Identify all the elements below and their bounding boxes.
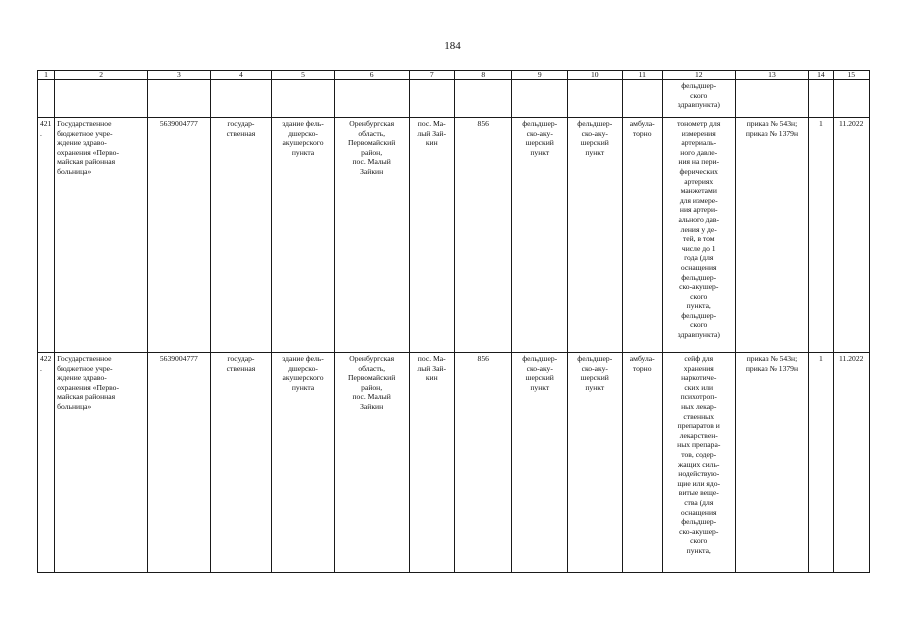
empty-cell [55, 80, 148, 118]
inn-cell: 5639004777 [148, 353, 211, 573]
column-number: 3 [148, 71, 211, 80]
address-cell: Оренбургская область, Первомайский район, пос. Малый Зайкин [334, 118, 409, 353]
empty-cell [735, 80, 809, 118]
unit-cell: фельдшер- ско-аку- шерский пункт [512, 353, 568, 573]
date-cell: 11.2022 [833, 353, 869, 573]
column-number: 6 [334, 71, 409, 80]
empty-cell [38, 80, 55, 118]
unit-cell: фельдшер- ско-аку- шерский пункт [512, 118, 568, 353]
column-number: 8 [454, 71, 512, 80]
empty-cell [334, 80, 409, 118]
registry-table [37, 70, 870, 573]
column-number: 7 [409, 71, 454, 80]
empty-cell [622, 80, 662, 118]
building-cell: здание фель- дшерско- акушерского пункта [272, 353, 335, 573]
column-number: 13 [735, 71, 809, 80]
date-cell: 11.2022 [833, 118, 869, 353]
table-row [38, 353, 870, 573]
building-cell: здание фель- дшерско- акушерского пункта [272, 118, 335, 353]
column-number: 15 [833, 71, 869, 80]
column-number: 12 [662, 71, 735, 80]
column-number: 5 [272, 71, 335, 80]
equipment-cell: сейф для хранения наркотиче- ских или психотроп- ных лекар- ственных препаратов и лекарствен- ных препара- тов, содер- жащих силь- нодействую- щие или ядо- витые веще- ства (для оснащения фельдшер- ско-акушер- ского пункта, [662, 353, 735, 573]
column-number: 4 [210, 71, 272, 80]
column-number: 2 [55, 71, 148, 80]
care-type-cell: амбула- торно [622, 353, 662, 573]
care-type-cell: амбула- торно [622, 118, 662, 353]
locality-cell: пос. Ма- лый Зай- кин [409, 353, 454, 573]
continuation-row [38, 80, 870, 118]
column-number: 10 [568, 71, 623, 80]
page-number: 184 [444, 40, 461, 52]
inn-cell: 5639004777 [148, 118, 211, 353]
ownership-cell: государ- ственная [210, 118, 272, 353]
empty-cell [409, 80, 454, 118]
empty-cell [272, 80, 335, 118]
empty-cell [148, 80, 211, 118]
code-cell: 856 [454, 353, 512, 573]
empty-cell [809, 80, 833, 118]
row-number-cell: 421. [38, 118, 55, 353]
empty-cell [512, 80, 568, 118]
organization-cell: Государственное бюджетное учре- ждение здраво- охранения «Перво- майская районная больница» [55, 118, 148, 353]
column-number: 1 [38, 71, 55, 80]
equipment-cell: тонометр для измерения артериаль- ного давле- ния на пери- ферических артериях манжетами для измере- ния артери- ального дав- ления у де- тей, в том числе до 1 года (для оснащения фельдшер- ско-акушер- ского пункта, фельдшер- ского здравпункта) [662, 118, 735, 353]
continuation-equipment-cell: фельдшер- ского здравпункта) [662, 80, 735, 118]
quantity-cell: 1 [809, 118, 833, 353]
quantity-cell: 1 [809, 353, 833, 573]
locality-cell: пос. Ма- лый Зай- кин [409, 118, 454, 353]
organization-cell: Государственное бюджетное учре- ждение здраво- охранения «Перво- майская районная больница» [55, 353, 148, 573]
table-row [38, 118, 870, 353]
row-number-cell: 422. [38, 353, 55, 573]
unit-cell-2: фельдшер- ско-аку- шерский пункт [568, 118, 623, 353]
column-number-row [38, 71, 870, 80]
order-cell: приказ № 543н; приказ № 1379н [735, 118, 809, 353]
address-cell: Оренбургская область, Первомайский район, пос. Малый Зайкин [334, 353, 409, 573]
column-number: 11 [622, 71, 662, 80]
code-cell: 856 [454, 118, 512, 353]
order-cell: приказ № 543н; приказ № 1379н [735, 353, 809, 573]
empty-cell [454, 80, 512, 118]
column-number: 14 [809, 71, 833, 80]
unit-cell-2: фельдшер- ско-аку- шерский пункт [568, 353, 623, 573]
ownership-cell: государ- ственная [210, 353, 272, 573]
empty-cell [568, 80, 623, 118]
column-number: 9 [512, 71, 568, 80]
empty-cell [210, 80, 272, 118]
empty-cell [833, 80, 869, 118]
